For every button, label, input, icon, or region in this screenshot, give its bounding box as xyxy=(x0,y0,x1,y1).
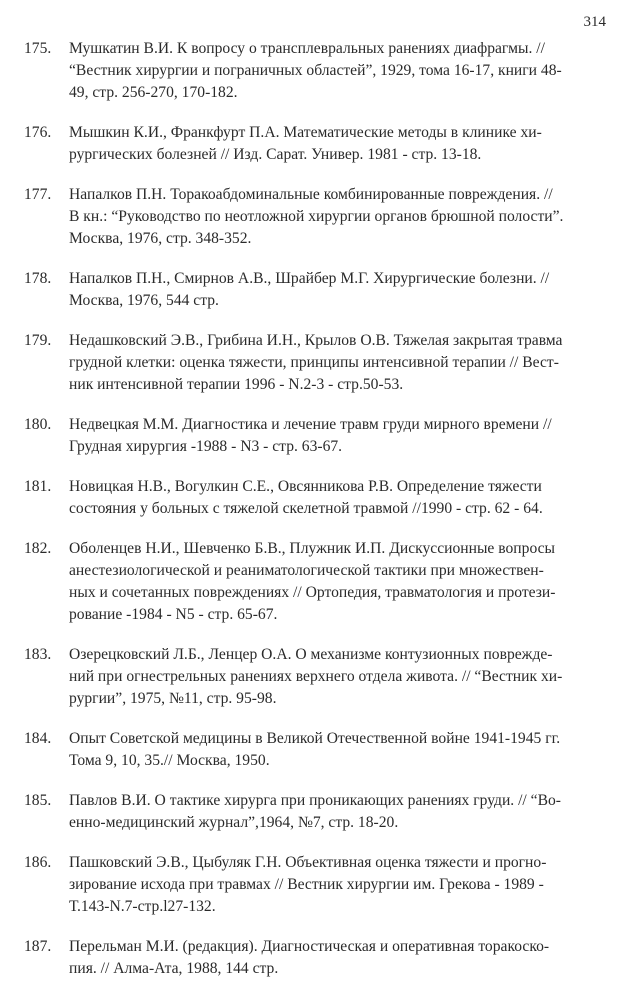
reference-list xyxy=(24,38,612,998)
reference-item xyxy=(24,728,612,772)
reference-number: 187. xyxy=(24,938,52,955)
reference-text: Оболенцев Н.И., Шевченко Б.В., Плужник И.П. Дискуссионные вопросы анестезиологической и реаниматологической тактики при множествен- ных и сочетанных повреждениях // Ортопедия, травматология и протези- рование -1984 - N5 - стр. 65-67. xyxy=(69,540,556,623)
reference-item xyxy=(24,268,612,312)
reference-item xyxy=(24,790,612,834)
reference-text: Недашковский Э.В., Грибина И.Н., Крылов О.В. Тяжелая закрытая травма грудной клетки: оценка тяжести, принципы интенсивной терапии // Вест- ник интенсивной терапии 1996 - N.2-3 - стр.50-53. xyxy=(69,332,563,393)
reference-text: Опыт Советской медицины в Великой Отечественной войне 1941-1945 гг. Тома 9, 10, 35.// Москва, 1950. xyxy=(69,730,561,769)
reference-number: 183. xyxy=(24,646,52,663)
reference-text: Мышкин К.И., Франкфурт П.А. Математические методы в клинике хи- рургических болезней // Изд. Сарат. Универ. 1981 - стр. 13-18. xyxy=(69,124,542,163)
reference-item xyxy=(24,538,612,626)
reference-text: Мушкатин В.И. К вопросу о трансплевральных ранениях диафрагмы. // “Вестник хирургии и пограничных областей”, 1929, тома 16-17, книги 48- 49, стр. 256-270, 170-182. xyxy=(69,40,562,101)
reference-number: 175. xyxy=(24,40,52,57)
reference-text: Павлов В.И. О тактике хирурга при проникающих ранениях груди. // “Во- енно-медицинский журнал”,1964, №7, стр. 18-20. xyxy=(69,792,561,831)
reference-text: Перельман М.И. (редакция). Диагностическая и оперативная торакоско- пия. // Алма-Ата, 1988, 144 стр. xyxy=(69,938,550,977)
reference-text: Пашковский Э.В., Цыбуляк Г.Н. Объективная оценка тяжести и прогно- зирование исхода при травмах // Вестник хирургии им. Грекова - 1989 - Т.143-N.7-стр.l27-132. xyxy=(69,854,547,915)
reference-number: 181. xyxy=(24,478,52,495)
reference-number: 178. xyxy=(24,270,52,287)
reference-item xyxy=(24,122,612,166)
reference-item xyxy=(24,936,612,980)
reference-number: 176. xyxy=(24,124,52,141)
reference-text: Напалков П.Н., Смирнов А.В., Шрайбер М.Г. Хирургические болезни. // Москва, 1976, 544 стр. xyxy=(69,270,550,309)
reference-text: Новицкая Н.В., Вогулкин С.Е., Овсянникова Р.В. Определение тяжести состояния у больных с тяжелой скелетной травмой //1990 - стр. 62 - 64. xyxy=(69,478,543,517)
reference-item xyxy=(24,184,612,250)
reference-number: 179. xyxy=(24,332,52,349)
reference-item xyxy=(24,38,612,104)
reference-number: 184. xyxy=(24,730,52,747)
reference-item xyxy=(24,644,612,710)
reference-item xyxy=(24,852,612,918)
reference-number: 180. xyxy=(24,416,52,433)
reference-text: Напалков П.Н. Торакоабдоминальные комбинированные повреждения. // В кн.: “Руководство по неотложной хирургии органов брюшной полости”. Москва, 1976, стр. 348-352. xyxy=(69,186,564,247)
reference-number: 182. xyxy=(24,540,52,557)
reference-text: Озерецковский Л.Б., Ленцер О.А. О механизме контузионных поврежде- ний при огнестрельных ранениях верхнего отдела живота. // “Вестник хи- рургии”, 1975, №11, стр. 95-98. xyxy=(69,646,563,707)
reference-number: 177. xyxy=(24,186,52,203)
reference-text: Недвецкая М.М. Диагностика и лечение травм груди мирного времени // Грудная хирургия -1988 - N3 - стр. 63-67. xyxy=(69,416,552,455)
reference-item xyxy=(24,476,612,520)
page-number: 314 xyxy=(583,14,606,30)
reference-number: 185. xyxy=(24,792,52,809)
reference-item xyxy=(24,330,612,396)
reference-number: 186. xyxy=(24,854,52,871)
reference-item xyxy=(24,414,612,458)
